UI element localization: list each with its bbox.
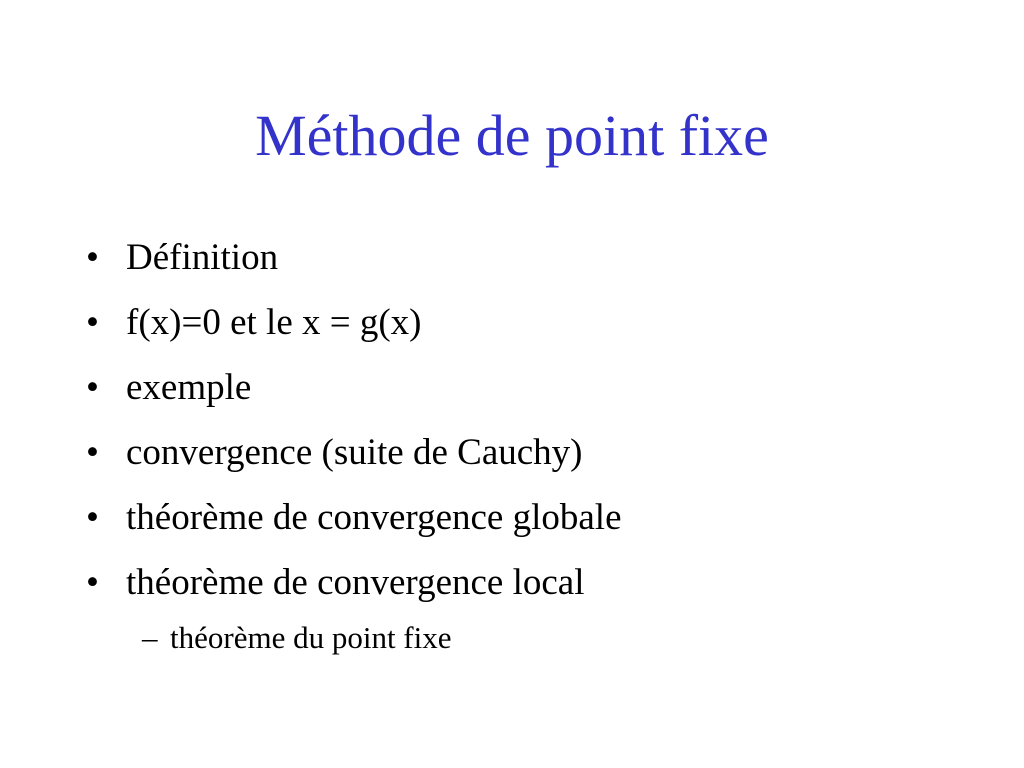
- bullet-text: exemple: [126, 367, 252, 408]
- bullet-text: f(x)=0 et le x = g(x): [126, 302, 422, 343]
- bullet-icon: •: [86, 432, 99, 473]
- bullet-icon: •: [86, 497, 99, 538]
- bullet-text: Définition: [126, 237, 279, 278]
- bullet-text: théorème de convergence globale: [126, 497, 622, 538]
- bullet-item: [86, 492, 622, 557]
- bullet-item: [86, 297, 422, 362]
- bullet-icon: •: [86, 302, 99, 343]
- slide-title: Méthode de point fixe: [255, 103, 769, 168]
- bullet-icon: •: [86, 562, 99, 603]
- bullet-list: [86, 232, 622, 660]
- bullet-item: [86, 232, 279, 297]
- bullet-item: [86, 362, 252, 427]
- bullet-icon: •: [86, 367, 99, 408]
- bullet-text: théorème de convergence local: [126, 562, 585, 603]
- bullet-item: [86, 557, 585, 622]
- bullet-item: [86, 427, 583, 492]
- bullet-text: convergence (suite de Cauchy): [126, 432, 583, 473]
- bullet-icon: •: [86, 237, 99, 278]
- dash-icon: –: [142, 620, 158, 655]
- sub-bullet-text: théorème du point fixe: [170, 620, 452, 655]
